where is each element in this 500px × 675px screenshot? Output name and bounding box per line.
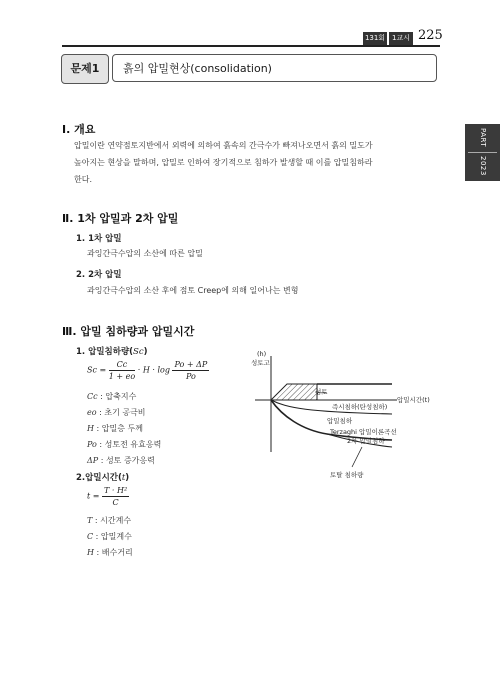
body-line: 한다.	[74, 175, 92, 184]
time-formula	[87, 486, 129, 514]
y-label-h: (h)	[257, 350, 267, 358]
page-number: 225	[418, 28, 443, 43]
definition-symbol: H	[87, 548, 94, 557]
definition-symbol: Po	[87, 440, 97, 449]
total-settlement-leader	[352, 447, 362, 467]
settlement-formula	[87, 360, 209, 388]
settlement-definitions	[87, 389, 161, 469]
definition-row	[87, 453, 161, 469]
compression-fraction	[109, 360, 135, 381]
embankment-fill-shape	[271, 384, 317, 400]
subsection-3-2-title	[76, 471, 129, 483]
x-label-consolidation-time: 압밀시간(t)	[397, 396, 430, 404]
fill-label: 성토	[315, 388, 328, 396]
year-label: 2023	[479, 156, 487, 176]
session-round-tag: 131회	[363, 32, 387, 45]
fraction-denominator: C	[112, 498, 119, 507]
subsection-3-2-close: )	[125, 473, 130, 483]
definition-text: : 성토 증가응력	[100, 456, 155, 465]
definition-row	[87, 405, 161, 421]
definition-text: : 압밀층 두께	[96, 424, 143, 433]
secondary-settlement-label: 2차 압밀침하	[347, 437, 385, 445]
log-numerator: Po + ΔP	[174, 360, 208, 369]
fraction-numerator: T · H²	[104, 486, 128, 495]
section-2-heading: Ⅱ. 1차 압밀과 2차 압밀	[62, 212, 179, 225]
problem-title-text: 흙의 압밀현상(consolidation)	[112, 54, 437, 82]
fraction-denominator: 1 + eo	[108, 372, 136, 381]
definition-row	[87, 437, 161, 453]
subsection-3-2-label: 2.압밀시간(	[76, 473, 122, 483]
definition-text: : 시간계수	[94, 516, 132, 525]
definition-symbol: H	[87, 424, 94, 433]
side-tab-divider	[468, 152, 497, 153]
subsection-2-1-title: 1. 1차 압밀	[76, 234, 122, 244]
definition-symbol: ΔP	[87, 456, 99, 465]
definition-symbol: Cc	[87, 392, 98, 401]
definition-row	[87, 389, 161, 405]
log-denominator: Po	[185, 372, 196, 381]
subsection-3-1-close: )	[143, 347, 148, 357]
definition-row	[87, 529, 133, 545]
body-line: 압밀이란 연약점토지반에서 외력에 의하여 흙속의 간극수가 빠져나오면서 흙의 밀도가	[74, 141, 373, 150]
session-period-tag: 1교시	[389, 32, 413, 45]
section-1-heading: Ⅰ. 개요	[62, 123, 96, 136]
time-fraction	[102, 486, 129, 507]
formula-middle: · H · log	[137, 365, 170, 375]
subsection-2-2-text: 과잉간극수압의 소산 후에 점토 Creep에 의해 일어나는 변형	[87, 286, 299, 295]
formula-lhs: t =	[87, 491, 100, 501]
header-rule	[62, 45, 440, 47]
settlement-symbol: Sc	[133, 347, 144, 357]
section-1-body	[74, 137, 449, 188]
consolidation-settlement-label: 압밀침하	[327, 417, 353, 425]
definition-symbol: C	[87, 532, 94, 541]
subsection-2-1-text: 과잉간극수압의 소산에 따른 압밀	[87, 249, 203, 258]
formula-lhs: Sc =	[87, 365, 107, 375]
terzaghi-curve-label: Terzaghi 압밀이론곡선	[330, 428, 397, 436]
time-definitions	[87, 513, 133, 561]
definition-text: : 압축지수	[100, 392, 137, 401]
body-line: 높아지는 현상을 말하며, 압밀로 인하여 장기적으로 침하가 발생할 때 이를 압밀침하라	[74, 158, 373, 167]
definition-text: : 초기 공극비	[99, 408, 146, 417]
definition-row	[87, 421, 161, 437]
settlement-time-diagram	[247, 344, 452, 494]
part-label: PART	[479, 128, 487, 148]
log-fraction	[172, 360, 209, 381]
problem-number: 문제1	[61, 54, 109, 84]
section-3-heading: Ⅲ. 압밀 침하량과 압밀시간	[62, 325, 195, 338]
part-side-tab	[465, 124, 500, 181]
subsection-3-1-label: 1. 압밀침하량(	[76, 347, 134, 357]
fraction-numerator: Cc	[109, 360, 135, 371]
subsection-3-1-title	[76, 345, 148, 357]
definition-text: : 압밀계수	[95, 532, 132, 541]
definition-row	[87, 513, 133, 529]
definition-symbol: eo	[87, 408, 97, 417]
subsection-2-2-title: 2. 2차 압밀	[76, 270, 122, 280]
definition-text: : 배수거리	[96, 548, 133, 557]
time-symbol: t	[121, 473, 126, 483]
definition-symbol: T	[87, 516, 93, 525]
definition-text: : 성토전 유효응력	[99, 440, 162, 449]
y-label-embankment-height: 성토고	[251, 359, 270, 367]
definition-row	[87, 545, 133, 561]
immediate-settlement-label: 즉시침하(탄성침하)	[332, 403, 388, 411]
total-settlement-label: 토탈 침하량	[330, 471, 364, 479]
problem-title	[61, 54, 439, 84]
